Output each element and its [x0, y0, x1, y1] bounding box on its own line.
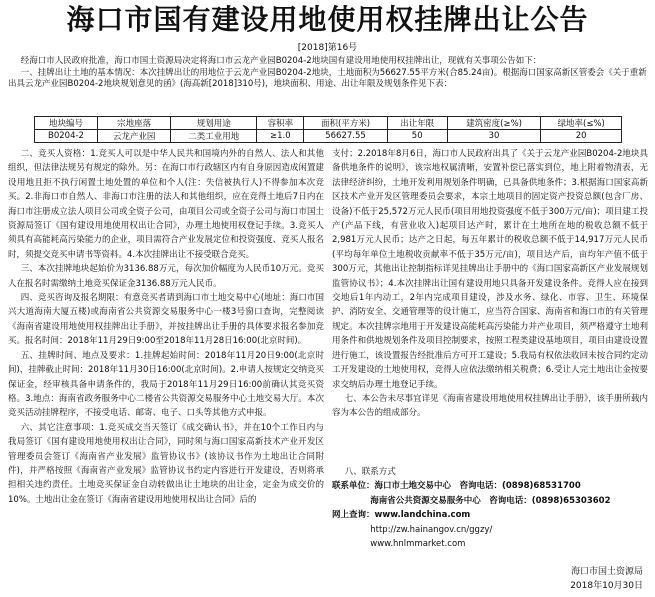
- table-header: 容积率: [257, 117, 304, 130]
- table-row: [35, 130, 622, 143]
- section-paragraph: 五、挂牌时间、地点及要求：1.挂牌起始时间：2018年11月20日9:00(北京时间)，挂牌截止时间：2018年11月30日16:00(北京时间)。2.申请人按规定交纳竞买保证金，经审核具备申请条件的，我局于2018年11月29日16:00前确认其竞买资格。3.地点：海南省政务服务中心二楼省公共资源交易服务中心土地交易大厅。本次竞买活动挂牌程序，不接受电话、邮寄、电子、口头等其他方式申报。: [8, 350, 324, 419]
- table-cell: 30: [447, 130, 541, 143]
- contact-heading: 八、联系方式: [344, 467, 396, 477]
- contact-org-line-2: 海南省公共资源交易服务中心 咨询电话：(0898)65303602: [370, 495, 611, 506]
- table-header: 绿地率(≤%): [541, 117, 622, 130]
- intro-paragraph: 一、挂牌出让土地的基本情况：本次挂牌出让的用地位于云龙产业园B0204-2地块，土地面积为56627.55平方米(合85.24亩)。根据海口国家高新区管委会《关于重新出具云龙产业园B0204-2地块规划意见的函》(海高新[2018]310号)，地块面积、用途、出让年限及规划条件见下表：: [8, 67, 647, 90]
- table-cell: 20: [541, 130, 622, 143]
- section-paragraph: 支付；2.2018年8月6日，海口市人民政府出具了《关于云龙产业园B0204-2地块具备供地条件的说明》，该宗地权属清晰，安置补偿已落实到位，地上附着物清表，无法律经济纠纷，土地开发利用规划条件明确，已具备供地条件；3.根据海口国家高新区技术产业开发区管理委员会要求，本宗土地项目的固定资产投资总额(包含厂房、设备)不低于25,572万元人民币(项目用地投资强度不低于300万元/亩)；项目建工投产(产品下线，有营业收入)起项目达产时，累计在土地所在地的税收总额不低于2,981万元人民币；达产之日起，每五年累计的税收总额不低于14,917万元人民币(平均每年单位土地税收贡献率不低于35万元/亩)，项目达产后，亩均年产值不低于300万元，其他出让控制指标详见挂牌出让手册中的《海口国家高新区产业发展规划监管协议书》；4.本次挂牌出让国有建设用地只具备开发建设条件。竞得人应在接到交地后1年内动工，2年内完成项目建设，涉及水务、绿化、市容、卫生、环境保护、消防安全、交通管理等的设计施工，应当符合国家、海南省和海口市的有关管理规定。本次挂牌宗地用于开发建设高能耗高污染能力并产业项目，须严格遵守土地利用条件和供地规划条件及项目控制要求，按照工程类建设基地项目，项目由建设设置进行施工，该设置报告经批准后方可开工建设；5.我局有权依法收回未按合同约定动工开发建设的土地使用权，竞得人应依法缴纳相关税费；6.受让人完土地出让金按要求交纳后办理土地登记手续。: [332, 149, 648, 390]
- signature-date: 2018年10月30日: [570, 581, 643, 591]
- url-link[interactable]: www.hnlmmarket.com: [370, 539, 466, 550]
- web-query-line: 网上查询：www.landchina.com: [332, 510, 471, 521]
- contact-section: [332, 465, 648, 551]
- table-cell: ≥1.0: [257, 130, 304, 143]
- section-paragraph: 二、竞买人资格：1.竞买人可以是中华人民共和国境内外的自然人、法人和其他组织，但法律法规另有规定的除外。另：在海口市行政辖区内有自身原因造成闲置建设用地且拒不执行闲置土地处置的单位和个人(注：失信被执行人)不得参加本次竞买。2.非海口市自然人、非海口市注册的法人和其他组织，应在竞得土地后7日内在海口市注册成立法人项目公司或全资子公司，由项目公司或全资子公司与海口市国土资源局签订《国有建设用地使用权出让合同》，办理土地使用权登记手续。3.竞买人须具有高能耗高污染能力的企业，项目需符合产业发展定位和投资强度、竞买人报名时，须提交竞买申请书等资料。4.本次挂牌出让不接受联合竞买。: [8, 149, 324, 260]
- table-header: 建筑密度(≥%): [447, 117, 541, 130]
- table-cell: B0204-2: [35, 130, 98, 143]
- left-column: [8, 147, 324, 507]
- table-header: 地块编号: [35, 117, 98, 130]
- table-cell: 50: [387, 130, 447, 143]
- table-header: 规划用途: [171, 117, 257, 130]
- signature-block: [570, 565, 643, 593]
- table-cell: 二类工业用地: [171, 130, 257, 143]
- page-title: 海口市国有建设用地使用权挂牌出让公告: [66, 3, 589, 36]
- section-paragraph: 六、其它注意事项：1.竞买成交当天签订《成交确认书》，并在10个工作日内与我局签订《国有建设用地使用权出让合同》，同时须与海口国家高新技术产业开发区管理委员会签订《海南省产业发展》监管协议书》(该协议书作为土地出让合同附件)，并严格按照《海南省产业发展》监管协议书约定内容进行开发建设，否则将承担相关违约责任。土地竞买保证金自动转做出让土地块的出让金，定金为成交价的10%。土地出让金在签订《海南省建设用地使用权出让合同》后的: [8, 422, 324, 505]
- table-cell: 56627.55: [304, 130, 387, 143]
- table-header: 宗地座落: [98, 117, 171, 130]
- table-header-row: [35, 117, 622, 130]
- section-paragraph: 四、竞买咨询及报名期限：有意竞买者请到海口市土地交易中心(地址：海口市国兴大道海南大厦五楼)或海南省公共资源交易服务中心一楼3号窗口查询，完整阅读《海南省建设用地使用权挂牌出让手册》，并按挂牌出让手册的具体要求报名参加竞买。报名时间：2018年11月29日9:00至2018年11月28日16:00(北京时间)。: [8, 293, 324, 347]
- table-cell: 云龙产业园: [98, 130, 171, 143]
- document-number: [2018]第16号: [297, 43, 358, 53]
- land-parameters-table: [34, 116, 622, 143]
- signature-org: 海口市国土资源局: [570, 567, 643, 577]
- intro-paragraph: 经海口市人民政府批准，海口市国土资源局决定将海口市云龙产业园B0204-2地块国有建设用地使用权挂牌出让，现就有关事项公告如下：: [20, 56, 542, 66]
- right-column: [332, 147, 648, 421]
- section-paragraph: 七、本公告未尽事宜详见《海南省建设用地使用权挂牌出让手册》，该手册所载内容为本公告的组成部分。: [332, 393, 648, 419]
- url-link[interactable]: http://zw.hainangov.cn/ggzy/: [370, 524, 493, 535]
- table-header: 面积(平方米): [304, 117, 387, 130]
- intro-section: [8, 56, 648, 91]
- contact-org-line: 联系单位：海口市土地交易中心 咨询电话：(0898)68531700: [332, 481, 581, 492]
- section-paragraph: 三、本次挂牌地块起始价为3136.88万元，每次加价幅度为人民币10万元。竞买人在报名时需缴纳土地竞买保证金3136.88万元人民币。: [8, 264, 324, 289]
- table-header: 出让年限: [387, 117, 447, 130]
